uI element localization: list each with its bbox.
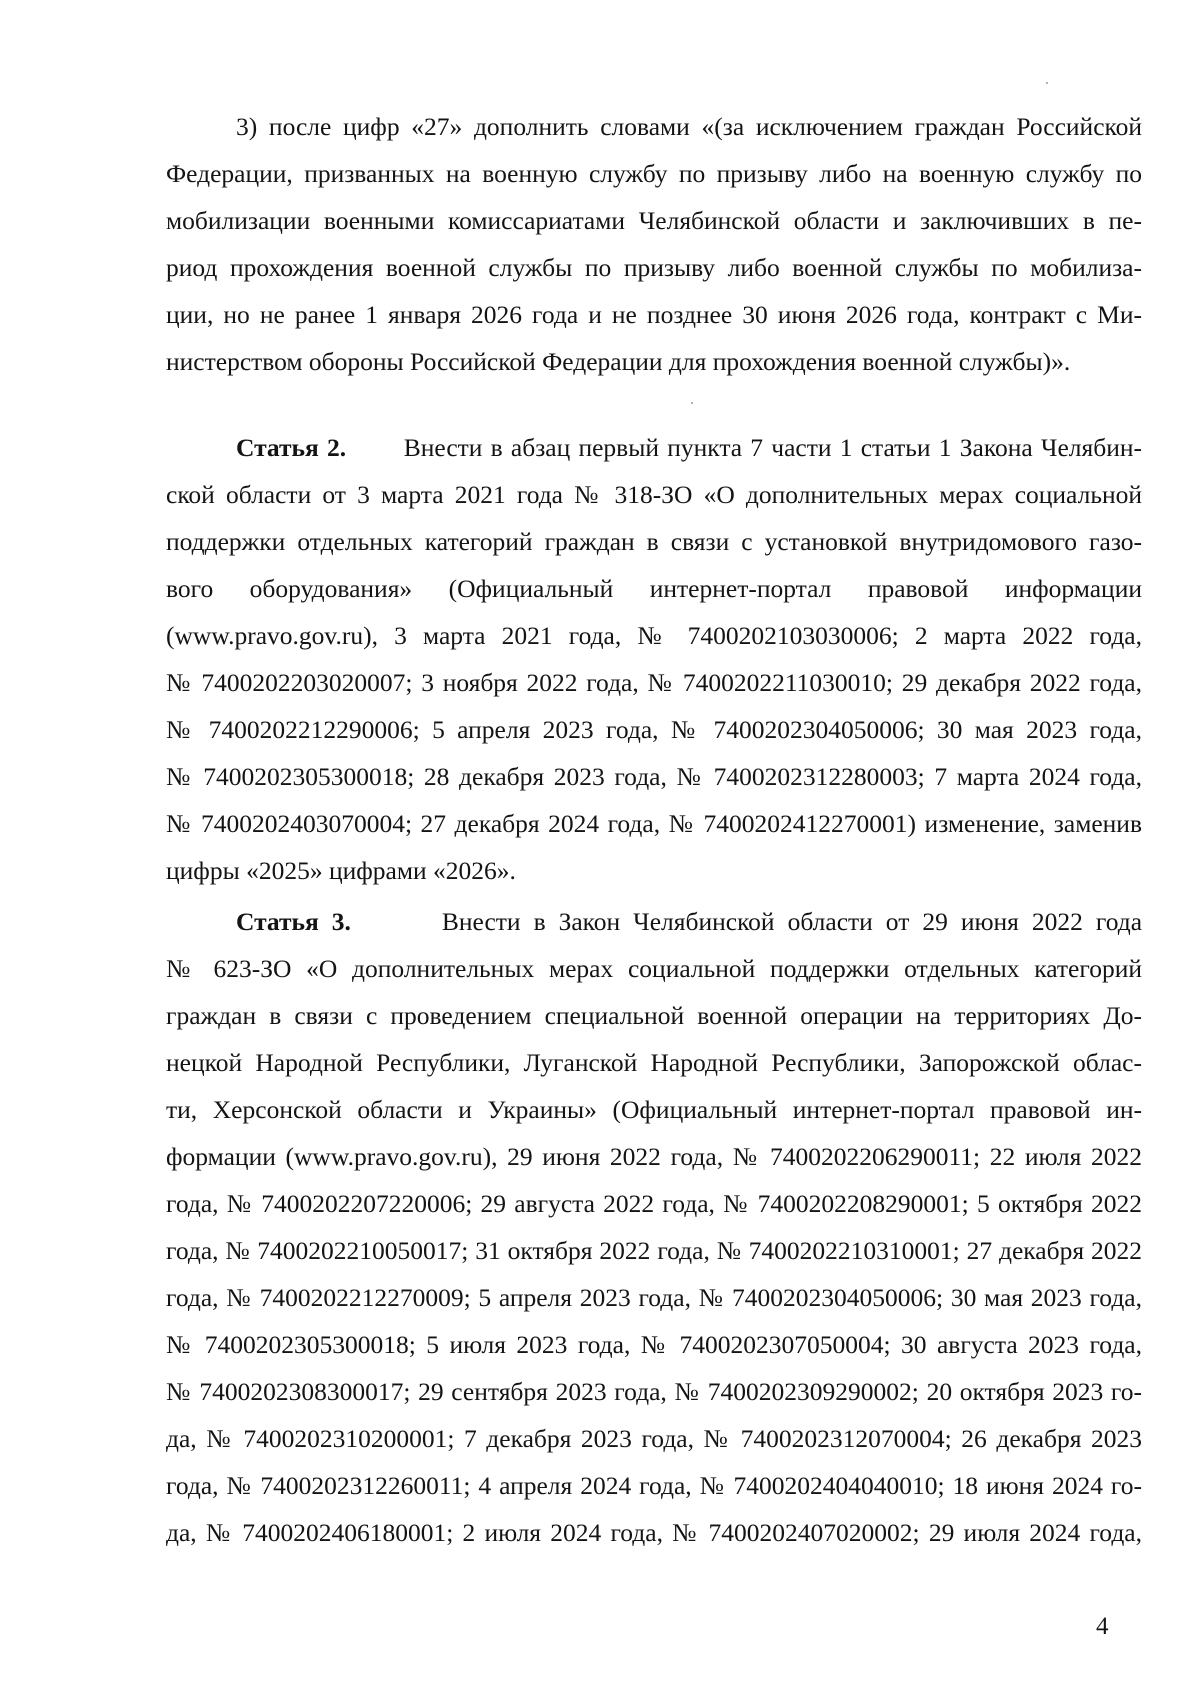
text-line: № 7400202212290006; 5 апреля 2023 года, № 7400202304050006; 30 мая 2023 года, xyxy=(166,715,1142,744)
text-line: 3) после цифр «27» дополнить словами «(за исключением граждан Российской xyxy=(236,112,1142,141)
text-line: Федерации, призванных на военную службу по призыву либо на военную службу по xyxy=(166,159,1142,188)
article-3 xyxy=(166,898,1142,1556)
text-line: ции, но не ранее 1 января 2026 года и не позднее 30 июня 2026 года, контракт с Ми- xyxy=(166,300,1142,329)
article-3-label: Статья 3. xyxy=(236,907,351,936)
text-line: граждан в связи с проведением специальной военной операции на территориях До- xyxy=(166,1001,1142,1030)
text-line: года, № 7400202212270009; 5 апреля 2023 года, № 7400202304050006; 30 мая 2023 года, xyxy=(166,1283,1142,1312)
scan-speck xyxy=(1046,82,1048,84)
text-line: риод прохождения военной службы по призыву либо военной службы по мобилиза- xyxy=(166,253,1142,282)
text-line: ти, Херсонской области и Украины» (Официальный интернет-портал правовой ин- xyxy=(166,1095,1142,1124)
text-line: нистерством обороны Российской Федерации для прохождения военной службы)». xyxy=(166,347,1071,376)
article-3-first-line xyxy=(166,898,1142,945)
text-line: поддержки отдельных категорий граждан в связи с установкой внутридомового газо- xyxy=(166,527,1142,556)
text-line: да, № 7400202406180001; 2 июля 2024 года, № 7400202407020002; 29 июля 2024 года, xyxy=(166,1518,1142,1547)
text-line: да, № 7400202310200001; 7 декабря 2023 года, № 7400202312070004; 26 декабря 2023 xyxy=(166,1424,1142,1453)
text-line: года, № 7400202312260011; 4 апреля 2024 года, № 7400202404040010; 18 июня 2024 го- xyxy=(166,1471,1142,1500)
text-line: (www.pravo.gov.ru), 3 марта 2021 года, № 7400202103030006; 2 марта 2022 года, xyxy=(166,621,1142,650)
article-2-first-line-text: Внести в абзац первый пункта 7 части 1 статьи 1 Закона Челябин- xyxy=(403,433,1142,462)
scan-speck xyxy=(691,402,693,404)
text-line: № 7400202305300018; 5 июля 2023 года, № 7400202307050004; 30 августа 2023 года, xyxy=(166,1330,1142,1359)
text-line: № 7400202203020007; 3 ноября 2022 года, № 7400202211030010; 29 декабря 2022 года, xyxy=(166,668,1142,697)
text-line: № 7400202308300017; 29 сентября 2023 года, № 7400202309290002; 20 октября 2023 го- xyxy=(166,1377,1142,1406)
text-line: № 7400202403070004; 27 декабря 2024 года, № 7400202412270001) изменение, заменив xyxy=(166,809,1142,838)
text-line: № 7400202305300018; 28 декабря 2023 года, № 7400202312280003; 7 марта 2024 года, xyxy=(166,762,1142,791)
text-line: вого оборудования» (Официальный интернет-портал правовой информации xyxy=(166,574,1142,603)
page-number: 4 xyxy=(1096,1613,1109,1640)
text-line: ской области от 3 марта 2021 года № 318-ЗО «О дополнительных мерах социальной xyxy=(166,480,1142,509)
article-3-first-line-text: Внести в Закон Челябинской области от 29 июня 2022 года xyxy=(441,907,1143,936)
text-line: цифры «2025» цифрами «2026». xyxy=(166,856,516,885)
article-2-label: Статья 2. xyxy=(236,433,347,462)
article-2 xyxy=(166,424,1142,894)
text-line: № 623-ЗО «О дополнительных мерах социальной поддержки отдельных категорий xyxy=(166,954,1142,983)
text-line: нецкой Народной Республики, Луганской Народной Республики, Запорожской облас- xyxy=(166,1048,1142,1077)
text-line: года, № 7400202210050017; 31 октября 2022 года, № 7400202210310001; 27 декабря 2022 xyxy=(166,1236,1142,1265)
text-line: формации (www.pravo.gov.ru), 29 июня 2022 года, № 7400202206290011; 22 июля 2022 xyxy=(166,1142,1142,1171)
text-line: мобилизации военными комиссариатами Челябинской области и заключивших в пе- xyxy=(166,206,1142,235)
text-line: года, № 7400202207220006; 29 августа 2022 года, № 7400202208290001; 5 октября 2022 xyxy=(166,1189,1142,1218)
paragraph-item-3 xyxy=(166,103,1142,385)
article-2-first-line xyxy=(166,424,1142,471)
